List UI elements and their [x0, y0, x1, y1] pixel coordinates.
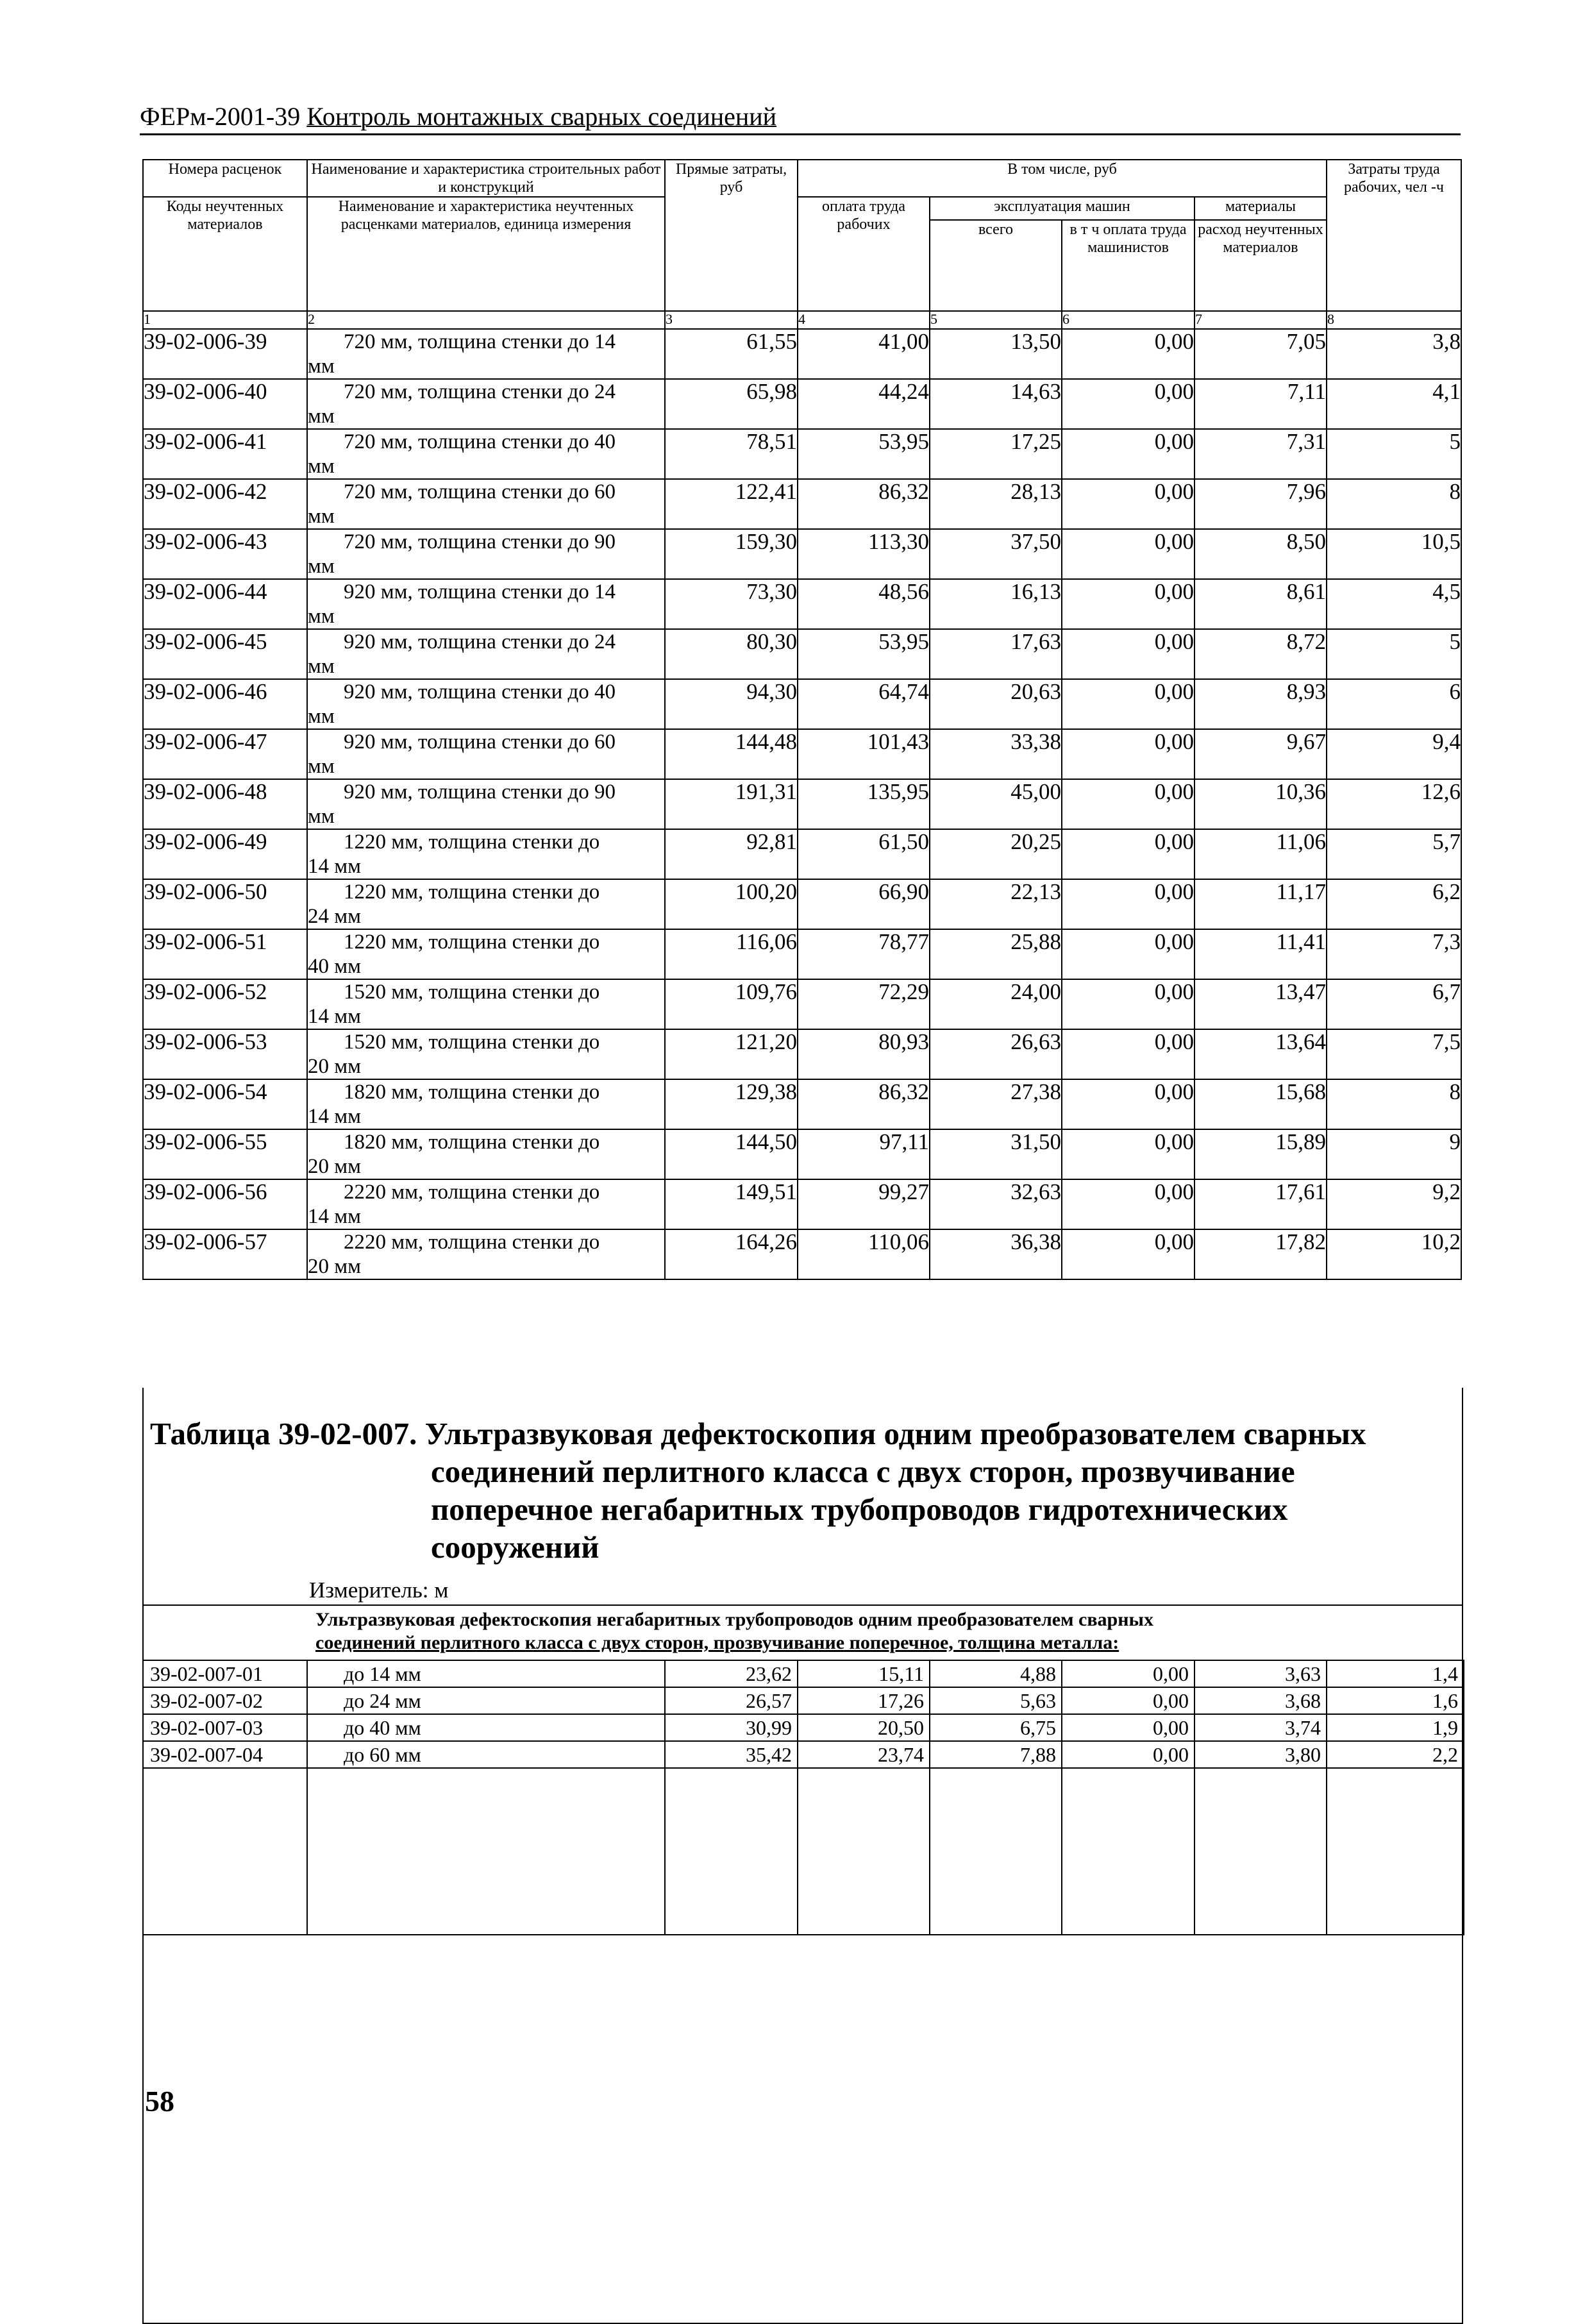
work-description: до 24 мм — [307, 1687, 665, 1714]
work-description-line: 20 мм — [308, 1055, 362, 1078]
machines-total: 22,13 — [930, 879, 1062, 929]
labor-costs: 4,1 — [1327, 379, 1461, 429]
work-description-line: мм — [308, 655, 335, 678]
header-machines: эксплуатация машин — [930, 197, 1195, 220]
machines-total: 28,13 — [930, 479, 1062, 529]
operators-pay: 0,00 — [1062, 379, 1195, 429]
header-labor-pay: оплата труда рабочих — [798, 197, 930, 311]
direct-costs: 92,81 — [665, 829, 798, 879]
machines-total: 26,63 — [930, 1029, 1062, 1079]
header-machines-total: всего — [930, 220, 1062, 311]
work-description-line: мм — [308, 705, 335, 728]
rate-code: 39-02-006-52 — [143, 979, 307, 1029]
labor-pay: 78,77 — [798, 929, 930, 979]
header-material-use: расход неучтенных материалов — [1195, 220, 1327, 311]
rate-code: 39-02-006-46 — [143, 679, 307, 729]
operators-pay: 0,00 — [1062, 579, 1195, 629]
work-description-line: мм — [308, 605, 335, 628]
work-description — [307, 1179, 665, 1229]
labor-pay: 53,95 — [798, 629, 930, 679]
rate-code: 39-02-006-39 — [143, 329, 307, 379]
labor-costs: 10,5 — [1327, 529, 1461, 579]
work-description — [307, 579, 665, 629]
table-header — [143, 160, 1461, 329]
labor-costs: 1,9 — [1327, 1714, 1464, 1741]
labor-pay: 15,11 — [798, 1660, 930, 1687]
table-row — [143, 629, 1461, 679]
table-row — [143, 1129, 1461, 1179]
rate-code: 39-02-006-51 — [143, 929, 307, 979]
work-description — [307, 879, 665, 929]
labor-costs: 1,4 — [1327, 1660, 1464, 1687]
labor-costs: 1,6 — [1327, 1687, 1464, 1714]
operators-pay: 0,00 — [1062, 479, 1195, 529]
rate-code: 39-02-007-04 — [143, 1741, 307, 1768]
operators-pay: 0,00 — [1062, 1714, 1195, 1741]
column-number: 3 — [665, 311, 798, 329]
labor-costs: 8 — [1327, 479, 1461, 529]
direct-costs: 100,20 — [665, 879, 798, 929]
empty-cell — [930, 1768, 1062, 1935]
work-description — [307, 779, 665, 829]
work-description-line: 40 мм — [308, 955, 362, 978]
header-materials: материалы — [1195, 197, 1327, 220]
work-description-line: 1520 мм, толщина стенки до — [344, 1031, 600, 1054]
labor-pay: 86,32 — [798, 1079, 930, 1129]
table-row — [143, 1179, 1461, 1229]
empty-cell — [1327, 1768, 1464, 1935]
table-row — [143, 729, 1461, 779]
work-description: до 60 мм — [307, 1741, 665, 1768]
empty-cell — [665, 1768, 798, 1935]
labor-pay: 66,90 — [798, 879, 930, 929]
labor-costs: 9,4 — [1327, 729, 1461, 779]
work-description-line: мм — [308, 505, 335, 528]
column-number: 8 — [1327, 311, 1461, 329]
direct-costs: 80,30 — [665, 629, 798, 679]
table-row — [143, 1229, 1461, 1279]
rate-code: 39-02-006-49 — [143, 829, 307, 879]
section-title-line: Ультразвуковая дефектоскопия одним преобразователем сварных — [424, 1416, 1366, 1451]
work-description-line: 14 мм — [308, 1105, 362, 1128]
labor-pay: 72,29 — [798, 979, 930, 1029]
work-description — [307, 479, 665, 529]
rate-code: 39-02-006-56 — [143, 1179, 307, 1229]
labor-pay: 113,30 — [798, 529, 930, 579]
header-labor-costs: Затраты труда рабочих, чел -ч — [1327, 160, 1461, 311]
rate-code: 39-02-006-47 — [143, 729, 307, 779]
rate-code: 39-02-006-41 — [143, 429, 307, 479]
machines-total: 37,50 — [930, 529, 1062, 579]
labor-pay: 80,93 — [798, 1029, 930, 1079]
work-description — [307, 379, 665, 429]
header-direct-costs: Прямые затраты, руб — [665, 160, 798, 311]
work-description-line: 720 мм, толщина стенки до 40 — [344, 430, 616, 453]
direct-costs: 122,41 — [665, 479, 798, 529]
machines-total: 20,25 — [930, 829, 1062, 879]
direct-costs: 109,76 — [665, 979, 798, 1029]
rate-code: 39-02-006-44 — [143, 579, 307, 629]
operators-pay: 0,00 — [1062, 1687, 1195, 1714]
work-description — [307, 529, 665, 579]
empty-row — [143, 1768, 1464, 1935]
materials: 15,89 — [1195, 1129, 1327, 1179]
rate-code: 39-02-006-40 — [143, 379, 307, 429]
work-description — [307, 1229, 665, 1279]
section-title-lead: Таблица 39-02-007. — [150, 1416, 417, 1451]
work-description-line: 2220 мм, толщина стенки до — [344, 1231, 600, 1254]
labor-costs: 8 — [1327, 1079, 1461, 1129]
work-description — [307, 1079, 665, 1129]
table-row — [143, 1714, 1464, 1741]
operators-pay: 0,00 — [1062, 1741, 1195, 1768]
machines-total: 31,50 — [930, 1129, 1062, 1179]
section-title-line: поперечное негабаритных трубопроводов гидротехнических — [431, 1492, 1288, 1527]
machines-total: 24,00 — [930, 979, 1062, 1029]
work-description-line: 920 мм, толщина стенки до 90 — [344, 780, 616, 804]
header-code-bottom: Коды неучтенных материалов — [143, 197, 307, 311]
direct-costs: 30,99 — [665, 1714, 798, 1741]
work-description-line: мм — [308, 455, 335, 478]
labor-costs: 12,6 — [1327, 779, 1461, 829]
direct-costs: 116,06 — [665, 929, 798, 979]
work-description-line: 720 мм, толщина стенки до 24 — [344, 380, 616, 403]
labor-costs: 4,5 — [1327, 579, 1461, 629]
materials: 17,82 — [1195, 1229, 1327, 1279]
work-description-line: мм — [308, 355, 335, 378]
table-row — [143, 429, 1461, 479]
rate-code: 39-02-006-57 — [143, 1229, 307, 1279]
work-description — [307, 729, 665, 779]
materials: 13,47 — [1195, 979, 1327, 1029]
work-description: до 40 мм — [307, 1714, 665, 1741]
materials: 3,63 — [1195, 1660, 1327, 1687]
labor-pay: 48,56 — [798, 579, 930, 629]
machines-total: 32,63 — [930, 1179, 1062, 1229]
machines-total: 6,75 — [930, 1714, 1062, 1741]
work-description-line: мм — [308, 555, 335, 578]
rate-code: 39-02-006-43 — [143, 529, 307, 579]
table-row — [143, 779, 1461, 829]
rate-code: 39-02-006-50 — [143, 879, 307, 929]
labor-costs: 5 — [1327, 629, 1461, 679]
table-row — [143, 1687, 1464, 1714]
work-description — [307, 1029, 665, 1079]
rate-code: 39-02-007-01 — [143, 1660, 307, 1687]
materials: 15,68 — [1195, 1079, 1327, 1129]
direct-costs: 78,51 — [665, 429, 798, 479]
column-number: 2 — [307, 311, 665, 329]
direct-costs: 26,57 — [665, 1687, 798, 1714]
materials: 9,67 — [1195, 729, 1327, 779]
labor-costs: 10,2 — [1327, 1229, 1461, 1279]
labor-pay: 41,00 — [798, 329, 930, 379]
work-description-line: 14 мм — [308, 1005, 362, 1028]
direct-costs: 191,31 — [665, 779, 798, 829]
operators-pay: 0,00 — [1062, 779, 1195, 829]
labor-costs: 9 — [1327, 1129, 1461, 1179]
machines-total: 17,25 — [930, 429, 1062, 479]
labor-costs: 7,5 — [1327, 1029, 1461, 1079]
labor-pay: 44,24 — [798, 379, 930, 429]
labor-pay: 86,32 — [798, 479, 930, 529]
direct-costs: 23,62 — [665, 1660, 798, 1687]
direct-costs: 73,30 — [665, 579, 798, 629]
document-code: ФЕРм-2001-39 — [140, 102, 307, 131]
materials: 7,05 — [1195, 329, 1327, 379]
empty-cell — [798, 1768, 930, 1935]
rate-code: 39-02-006-53 — [143, 1029, 307, 1079]
rate-code: 39-02-007-03 — [143, 1714, 307, 1741]
work-description-line: 2220 мм, толщина стенки до — [344, 1181, 600, 1204]
operators-pay: 0,00 — [1062, 1129, 1195, 1179]
empty-cell — [143, 1768, 307, 1935]
machines-total: 14,63 — [930, 379, 1062, 429]
operators-pay: 0,00 — [1062, 1029, 1195, 1079]
operators-pay: 0,00 — [1062, 329, 1195, 379]
table-row — [143, 879, 1461, 929]
work-description-line: мм — [308, 755, 335, 778]
work-description — [307, 979, 665, 1029]
header-name-bottom: Наименование и характеристика неучтенных расценками материалов, единица измерения — [307, 197, 665, 311]
operators-pay: 0,00 — [1062, 879, 1195, 929]
column-number: 7 — [1195, 311, 1327, 329]
machines-total: 5,63 — [930, 1687, 1062, 1714]
machines-total: 36,38 — [930, 1229, 1062, 1279]
direct-costs: 61,55 — [665, 329, 798, 379]
work-description: до 14 мм — [307, 1660, 665, 1687]
direct-costs: 121,20 — [665, 1029, 798, 1079]
operators-pay: 0,00 — [1062, 1229, 1195, 1279]
operators-pay: 0,00 — [1062, 929, 1195, 979]
group-description-line: Ультразвуковая дефектоскопия негабаритных трубопроводов одним преобразователем сварных — [315, 1609, 1153, 1630]
work-description-line: 14 мм — [308, 855, 362, 878]
table-row — [143, 1741, 1464, 1768]
table-row — [143, 679, 1461, 729]
work-description — [307, 929, 665, 979]
labor-costs: 7,3 — [1327, 929, 1461, 979]
labor-pay: 17,26 — [798, 1687, 930, 1714]
operators-pay: 0,00 — [1062, 679, 1195, 729]
table-row — [143, 829, 1461, 879]
machines-total: 25,88 — [930, 929, 1062, 979]
operators-pay: 0,00 — [1062, 729, 1195, 779]
work-description — [307, 1129, 665, 1179]
work-description-line: 920 мм, толщина стенки до 14 — [344, 580, 616, 603]
direct-costs: 144,48 — [665, 729, 798, 779]
direct-costs: 35,42 — [665, 1741, 798, 1768]
work-description-line: 920 мм, толщина стенки до 40 — [344, 680, 616, 703]
work-description-line: 720 мм, толщина стенки до 90 — [344, 530, 616, 553]
materials: 7,11 — [1195, 379, 1327, 429]
direct-costs: 65,98 — [665, 379, 798, 429]
labor-costs: 6 — [1327, 679, 1461, 729]
labor-costs: 5,7 — [1327, 829, 1461, 879]
labor-costs: 9,2 — [1327, 1179, 1461, 1229]
materials: 17,61 — [1195, 1179, 1327, 1229]
labor-pay: 97,11 — [798, 1129, 930, 1179]
operators-pay: 0,00 — [1062, 629, 1195, 679]
section-title — [150, 1415, 1368, 1566]
materials: 8,72 — [1195, 629, 1327, 679]
rates-table — [142, 159, 1462, 1280]
work-description — [307, 679, 665, 729]
header-name-top: Наименование и характеристика строительных работ и конструкций — [307, 160, 665, 197]
work-description-line: 920 мм, толщина стенки до 24 — [344, 630, 616, 653]
direct-costs: 159,30 — [665, 529, 798, 579]
labor-pay: 23,74 — [798, 1741, 930, 1768]
divider — [144, 1604, 1462, 1606]
labor-costs: 3,8 — [1327, 329, 1461, 379]
work-description — [307, 329, 665, 379]
labor-pay: 20,50 — [798, 1714, 930, 1741]
table-row — [143, 579, 1461, 629]
work-description-line: 1220 мм, толщина стенки до — [344, 930, 600, 954]
materials: 3,68 — [1195, 1687, 1327, 1714]
rate-code: 39-02-006-42 — [143, 479, 307, 529]
operators-pay: 0,00 — [1062, 829, 1195, 879]
rate-code: 39-02-006-54 — [143, 1079, 307, 1129]
rate-code: 39-02-006-55 — [143, 1129, 307, 1179]
machines-total: 33,38 — [930, 729, 1062, 779]
work-description-line: 1220 мм, толщина стенки до — [344, 880, 600, 904]
table-row — [143, 979, 1461, 1029]
column-number: 6 — [1062, 311, 1195, 329]
machines-total: 13,50 — [930, 329, 1062, 379]
header-including: В том числе, руб — [798, 160, 1327, 197]
table-row — [143, 479, 1461, 529]
empty-cell — [1062, 1768, 1195, 1935]
rate-code: 39-02-007-02 — [143, 1687, 307, 1714]
direct-costs: 144,50 — [665, 1129, 798, 1179]
materials: 13,64 — [1195, 1029, 1327, 1079]
unit-of-measure: Измеритель: м — [309, 1578, 449, 1603]
work-description — [307, 629, 665, 679]
group-description — [315, 1608, 1450, 1655]
materials: 7,31 — [1195, 429, 1327, 479]
direct-costs: 149,51 — [665, 1179, 798, 1229]
table-row — [143, 1660, 1464, 1687]
machines-total: 16,13 — [930, 579, 1062, 629]
machines-total: 27,38 — [930, 1079, 1062, 1129]
materials: 3,80 — [1195, 1741, 1327, 1768]
work-description-line: 20 мм — [308, 1155, 362, 1178]
labor-pay: 99,27 — [798, 1179, 930, 1229]
operators-pay: 0,00 — [1062, 1079, 1195, 1129]
table-row — [143, 1029, 1461, 1079]
rate-code: 39-02-006-48 — [143, 779, 307, 829]
empty-cell — [1195, 1768, 1327, 1935]
materials: 11,41 — [1195, 929, 1327, 979]
machines-total: 17,63 — [930, 629, 1062, 679]
operators-pay: 0,00 — [1062, 429, 1195, 479]
header-code-top: Номера расценок — [143, 160, 307, 197]
work-description-line: 24 мм — [308, 905, 362, 928]
labor-pay: 64,74 — [798, 679, 930, 729]
labor-pay: 53,95 — [798, 429, 930, 479]
labor-pay: 110,06 — [798, 1229, 930, 1279]
group-description-line: соединений перлитного класса с двух сторон, прозвучивание поперечное, толщина металла: — [315, 1632, 1119, 1653]
work-description — [307, 829, 665, 879]
materials: 11,06 — [1195, 829, 1327, 879]
work-description-line: мм — [308, 405, 335, 428]
work-description-line: 1220 мм, толщина стенки до — [344, 830, 600, 854]
machines-total: 7,88 — [930, 1741, 1062, 1768]
labor-pay: 101,43 — [798, 729, 930, 779]
materials: 7,96 — [1195, 479, 1327, 529]
table-row — [143, 929, 1461, 979]
materials: 10,36 — [1195, 779, 1327, 829]
work-description-line: 1520 мм, толщина стенки до — [344, 981, 600, 1004]
sub-table-body — [143, 1660, 1464, 1935]
work-description-line: мм — [308, 805, 335, 828]
operators-pay: 0,00 — [1062, 529, 1195, 579]
work-description — [307, 429, 665, 479]
labor-costs: 5 — [1327, 429, 1461, 479]
work-description-line: 720 мм, толщина стенки до 60 — [344, 480, 616, 503]
materials: 11,17 — [1195, 879, 1327, 929]
table-body — [143, 329, 1461, 1279]
table-row — [143, 529, 1461, 579]
work-description-line: 920 мм, толщина стенки до 60 — [344, 730, 616, 754]
work-description-line: 720 мм, толщина стенки до 14 — [344, 330, 616, 353]
operators-pay: 0,00 — [1062, 979, 1195, 1029]
machines-total: 45,00 — [930, 779, 1062, 829]
direct-costs: 164,26 — [665, 1229, 798, 1279]
materials: 3,74 — [1195, 1714, 1327, 1741]
table-row — [143, 1079, 1461, 1129]
materials: 8,50 — [1195, 529, 1327, 579]
table-39-02-007 — [142, 1388, 1463, 2324]
section-title-line: соединений перлитного класса с двух сторон, прозвучивание — [431, 1454, 1295, 1489]
work-description-line: 20 мм — [308, 1255, 362, 1278]
sub-rates-table — [142, 1660, 1464, 1935]
rate-code: 39-02-006-45 — [143, 629, 307, 679]
column-number: 5 — [930, 311, 1062, 329]
empty-cell — [307, 1768, 665, 1935]
machines-total: 20,63 — [930, 679, 1062, 729]
materials: 8,93 — [1195, 679, 1327, 729]
running-header — [140, 103, 1461, 135]
work-description-line: 1820 мм, толщина стенки до — [344, 1081, 600, 1104]
column-number: 4 — [798, 311, 930, 329]
operators-pay: 0,00 — [1062, 1179, 1195, 1229]
section-title-line: сооружений — [431, 1529, 599, 1565]
materials: 8,61 — [1195, 579, 1327, 629]
labor-pay: 61,50 — [798, 829, 930, 879]
table-row — [143, 329, 1461, 379]
work-description-line: 14 мм — [308, 1205, 362, 1228]
work-description-line: 1820 мм, толщина стенки до — [344, 1131, 600, 1154]
labor-costs: 6,2 — [1327, 879, 1461, 929]
labor-costs: 6,7 — [1327, 979, 1461, 1029]
machines-total: 4,88 — [930, 1660, 1062, 1687]
operators-pay: 0,00 — [1062, 1660, 1195, 1687]
document-title: Контроль монтажных сварных соединений — [306, 102, 777, 131]
direct-costs: 94,30 — [665, 679, 798, 729]
labor-pay: 135,95 — [798, 779, 930, 829]
page-number: 58 — [145, 2085, 174, 2118]
header-operators-pay: в т ч оплата труда машинистов — [1062, 220, 1195, 311]
table-row — [143, 379, 1461, 429]
column-number: 1 — [143, 311, 307, 329]
direct-costs: 129,38 — [665, 1079, 798, 1129]
labor-costs: 2,2 — [1327, 1741, 1464, 1768]
